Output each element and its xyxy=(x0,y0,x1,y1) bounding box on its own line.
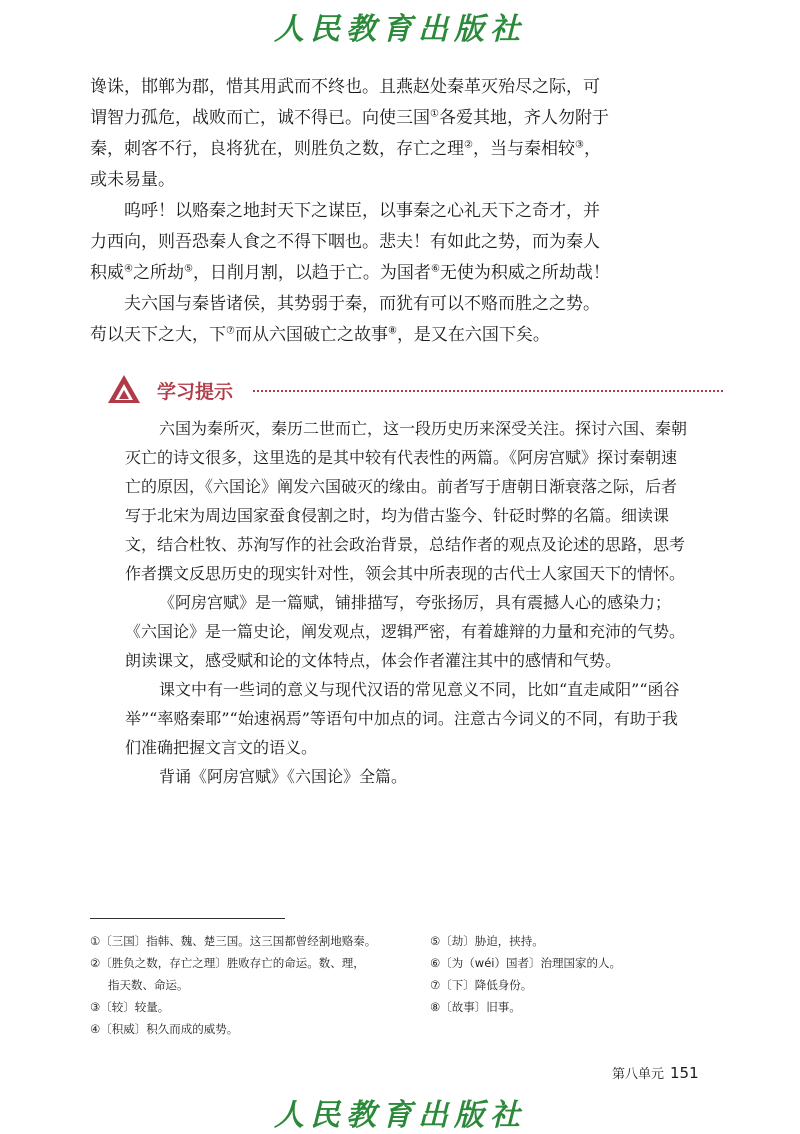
footnote: ②〔胜负之数，存亡之理〕胜败存亡的命运。数、理， xyxy=(90,956,365,970)
footnotes-right xyxy=(430,930,710,1018)
note-marker: ③ xyxy=(574,139,584,151)
footnote-rule xyxy=(90,918,285,919)
footnote: ⑤〔劫〕胁迫，挟持。 xyxy=(430,934,544,948)
note-marker: ④ xyxy=(124,263,133,275)
note-marker: ⑦ xyxy=(226,325,235,337)
text-run: ，或未易量。 xyxy=(90,139,601,190)
footnote: ①〔三国〕指韩、魏、楚三国。这三国都曾经割地赂秦。 xyxy=(90,934,377,948)
note-marker: ① xyxy=(430,108,439,120)
footnote-continuation: 指天数、命运。 xyxy=(108,978,189,992)
publisher-logo-top: 人民教育出版社 xyxy=(274,12,526,47)
tips-paragraph: 六国为秦所灭，秦历二世而亡，这一段历史历来深受关注。探讨六国、秦朝灭亡的诗文很多，这里选的是其中较有代表性的两篇。《阿房宫赋》探讨秦朝速亡的原因，《六国论》阐发六国破灭的缘由。前者写于唐朝日渐衰落之际，后者写于北宋为周边国家蚕食侵割之时，均为借古鉴今、针砭时弊的名篇。细读课文，结合杜牧、苏洵写作的社会政治背景，总结作者的观点及论述的思路，思考作者撰文反思历史的现实针对性，领会其中所表现的古代士人家国天下的情怀。 xyxy=(125,419,688,583)
text-run: 之所劫 xyxy=(132,263,184,283)
text-run: ，日削月割，以趋于亡。为国者 xyxy=(192,263,431,283)
note-marker: ⑥ xyxy=(430,263,440,275)
study-tips-icon xyxy=(105,372,143,408)
footnote: ⑦〔下〕降低身份。 xyxy=(430,978,533,992)
study-tips-header xyxy=(105,372,725,408)
text-run: 而从六国破亡之故事 xyxy=(234,325,388,345)
dotted-divider xyxy=(253,390,723,392)
text-run: 呜呼！以赂秦之地封天下之谋臣，以事秦之心礼天下之奇才，并力西向，则吾恐秦人食之不得下咽也。悲夫！有如此之势，而为秦人积威 xyxy=(90,201,600,283)
text-run: 夫六国与秦皆诸侯，其势弱于秦，而犹有可以不赂而胜之之势。苟以天下之大，下 xyxy=(90,294,600,345)
text-run: 各爱其地，齐人勿附于秦，刺客不行，良将犹在，则胜负之数，存亡之理 xyxy=(90,108,609,159)
note-marker: ② xyxy=(464,139,473,151)
footnote: ⑥〔为（wéi）国者〕治理国家的人。 xyxy=(430,956,621,970)
tips-paragraph: 课文中有一些词的意义与现代汉语的常见意义不同，比如“直走咸阳”“函谷举”“率赂秦耶”“始速祸焉”等语句中加点的词。注意古今词义的不同，有助于我们准确把握文言文的语义。 xyxy=(125,680,680,757)
footnote: ④〔积威〕积久而成的威势。 xyxy=(90,1022,239,1036)
text-run: ，当与秦相较 xyxy=(472,139,575,159)
study-tips-title: 学习提示 xyxy=(157,381,234,403)
page-footer xyxy=(612,1063,699,1082)
tips-paragraph: 背诵《阿房宫赋》《六国论》全篇。 xyxy=(159,767,408,786)
tips-paragraph: 《阿房宫赋》是一篇赋，铺排描写，夸张扬厉，具有震撼人心的感染力；《六国论》是一篇史论，阐发观点，逻辑严密，有着雄辩的力量和充沛的气势。朗读课文，感受赋和论的文体特点，体会作者灌注其中的感情和气势。 xyxy=(125,593,686,670)
paragraph-1 xyxy=(90,72,610,196)
footnotes-left xyxy=(90,930,400,1040)
main-text xyxy=(90,72,610,351)
study-tips-body xyxy=(125,414,690,791)
note-marker: ⑤ xyxy=(183,263,193,275)
footnote: ⑧〔故事〕旧事。 xyxy=(430,1000,521,1014)
text-run: 谗诛，邯郸为郡，惜其用武而不终也。且燕赵处秦革灭殆尽之际，可谓智力孤危，战败而亡，诚不得已。向使三国 xyxy=(90,77,600,128)
page-number: 151 xyxy=(670,1064,699,1082)
footnote: ③〔较〕较量。 xyxy=(90,1000,170,1014)
text-run: 无使为积威之所劫哉！ xyxy=(439,263,610,283)
unit-label: 第八单元 xyxy=(612,1067,665,1082)
publisher-logo-bottom: 人民教育出版社 xyxy=(274,1098,526,1133)
note-marker: ⑧ xyxy=(387,325,397,337)
paragraph-3 xyxy=(90,289,610,351)
paragraph-2 xyxy=(90,196,610,289)
text-run: ，是又在六国下矣。 xyxy=(396,325,550,345)
